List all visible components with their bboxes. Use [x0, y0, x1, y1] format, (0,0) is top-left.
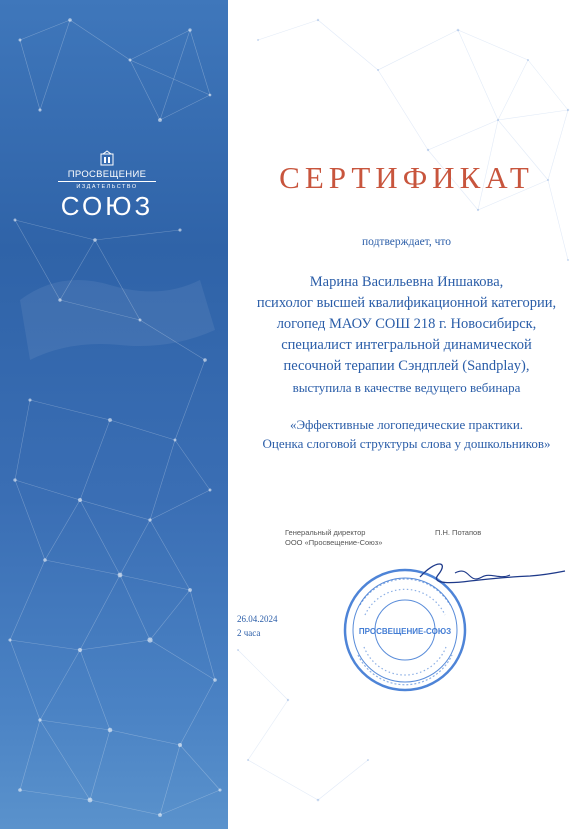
- network-line: [80, 500, 150, 520]
- network-node: [287, 699, 289, 701]
- network-node: [317, 19, 319, 21]
- network-line: [120, 575, 150, 640]
- network-node: [158, 118, 162, 122]
- network-line: [150, 440, 175, 520]
- network-node: [8, 638, 11, 641]
- network-line: [160, 790, 220, 815]
- network-line: [40, 650, 80, 720]
- network-line: [180, 745, 220, 790]
- network-node: [13, 478, 16, 481]
- logo-sub-text: ИЗДАТЕЛЬСТВО: [58, 181, 156, 191]
- network-node: [567, 259, 569, 261]
- certificate-title: СЕРТИФИКАТ: [279, 160, 534, 195]
- network-node: [188, 28, 191, 31]
- network-line: [428, 120, 498, 150]
- network-line: [258, 20, 318, 40]
- network-line: [80, 640, 150, 650]
- network-node: [367, 759, 369, 761]
- network-node: [174, 439, 177, 442]
- network-line: [130, 60, 160, 120]
- network-node: [18, 788, 22, 792]
- publisher-emblem-icon: [100, 150, 114, 166]
- network-node: [68, 18, 72, 22]
- network-line: [160, 95, 210, 120]
- network-line: [10, 560, 45, 640]
- network-line: [458, 30, 498, 120]
- network-line: [15, 480, 80, 500]
- network-node: [497, 119, 499, 121]
- network-node: [247, 759, 249, 761]
- network-node: [317, 799, 320, 802]
- network-graphic: [0, 0, 228, 829]
- network-node: [108, 728, 113, 733]
- network-node: [203, 358, 207, 362]
- recipient-role-line: выступила в качестве ведущего вебинара: [292, 380, 521, 395]
- network-line: [248, 700, 288, 760]
- network-line: [40, 720, 110, 730]
- signatory-org: ООО «Просвещение-Союз»: [285, 538, 383, 547]
- network-line: [95, 230, 180, 240]
- network-node: [158, 813, 162, 817]
- network-line: [498, 60, 528, 120]
- network-line: [160, 745, 180, 815]
- network-line: [90, 800, 160, 815]
- network-line: [318, 760, 368, 800]
- stamp-center-text: ПРОСВЕЩЕНИЕ-СОЮЗ: [358, 627, 452, 636]
- network-node: [38, 108, 41, 111]
- network-line: [458, 30, 528, 60]
- network-line: [175, 360, 205, 440]
- network-line: [30, 400, 110, 420]
- network-node: [213, 678, 217, 682]
- network-line: [130, 30, 190, 60]
- network-node: [118, 573, 123, 578]
- topic-line: Оценка слоговой структуры слова у дошкольников»: [262, 436, 551, 451]
- network-node: [38, 718, 41, 721]
- network-node: [78, 498, 82, 502]
- issue-meta: [237, 612, 278, 640]
- network-line: [120, 520, 150, 575]
- issue-date: 26.04.2024: [237, 614, 278, 624]
- network-node: [147, 637, 152, 642]
- confirms-text: подтверждает, что: [362, 236, 451, 248]
- network-line: [90, 730, 110, 800]
- network-node: [93, 238, 97, 242]
- network-line: [80, 575, 120, 650]
- network-line: [80, 500, 120, 575]
- network-node: [43, 558, 47, 562]
- network-line: [150, 590, 190, 640]
- network-node: [148, 518, 151, 521]
- network-line: [10, 640, 80, 650]
- network-line: [498, 110, 568, 120]
- recipient-line: логопед МАОУ СОШ 218 г. Новосибирск,: [276, 316, 537, 332]
- network-line: [20, 40, 40, 110]
- network-line: [110, 420, 175, 440]
- network-line: [378, 30, 458, 70]
- network-node: [427, 149, 429, 151]
- network-line: [15, 220, 95, 240]
- network-node: [188, 588, 192, 592]
- network-node: [108, 418, 112, 422]
- publisher-logo: [52, 150, 162, 220]
- topic-line: «Эффективные логопедические практики.: [289, 417, 524, 432]
- network-node: [178, 228, 181, 231]
- network-node: [209, 489, 212, 492]
- network-node: [237, 649, 239, 651]
- network-line: [45, 500, 80, 560]
- network-line: [120, 575, 190, 590]
- network-line: [378, 70, 428, 150]
- network-line: [175, 440, 210, 490]
- signatory-name: П.Н. Потапов: [435, 528, 482, 537]
- network-line: [150, 490, 210, 520]
- network-node: [14, 219, 17, 222]
- handwritten-signature: [410, 555, 570, 600]
- network-node: [178, 743, 182, 747]
- network-line: [248, 760, 318, 800]
- network-line: [318, 20, 378, 70]
- network-line: [150, 520, 190, 590]
- network-line: [20, 790, 90, 800]
- network-node: [209, 94, 212, 97]
- network-node: [218, 788, 221, 791]
- logo-top-text: ПРОСВЕЩЕНИЕ: [67, 169, 147, 180]
- duration: 2 часа: [237, 628, 261, 638]
- network-line: [110, 730, 180, 745]
- left-decorative-panel: [0, 0, 228, 829]
- network-line: [15, 400, 30, 480]
- webinar-topic: [228, 415, 585, 453]
- network-line: [238, 650, 288, 700]
- network-line: [190, 590, 215, 680]
- network-node: [567, 109, 569, 111]
- network-node: [78, 648, 82, 652]
- network-node: [527, 59, 529, 61]
- recipient-block: [228, 272, 585, 398]
- network-node: [457, 29, 460, 32]
- logo-main-text: СОЮЗ: [60, 191, 154, 221]
- network-line: [70, 20, 130, 60]
- network-line: [10, 640, 40, 720]
- network-line: [20, 720, 40, 790]
- network-line: [80, 650, 110, 730]
- network-line: [45, 560, 120, 575]
- network-node: [477, 209, 479, 211]
- network-line: [15, 480, 45, 560]
- network-line: [40, 20, 70, 110]
- recipient-line: специалист интегральной динамической: [281, 337, 532, 353]
- network-node: [88, 798, 93, 803]
- network-node: [28, 398, 31, 401]
- network-line: [40, 720, 90, 800]
- network-line: [528, 60, 568, 110]
- network-node: [19, 39, 22, 42]
- network-line: [180, 680, 215, 745]
- recipient-name: Марина Васильевна Иншакова,: [309, 274, 504, 290]
- network-line: [20, 20, 70, 40]
- network-node: [257, 39, 259, 41]
- network-line: [80, 420, 110, 500]
- signatory-position: [285, 528, 382, 548]
- network-line: [190, 30, 210, 95]
- network-node: [129, 59, 132, 62]
- recipient-line: песочной терапии Сэндплей (Sandplay),: [283, 358, 530, 374]
- recipient-line: психолог высшей квалификационной категории,: [256, 295, 557, 311]
- signatory-title: Генеральный директор: [285, 528, 366, 537]
- network-node: [377, 69, 379, 71]
